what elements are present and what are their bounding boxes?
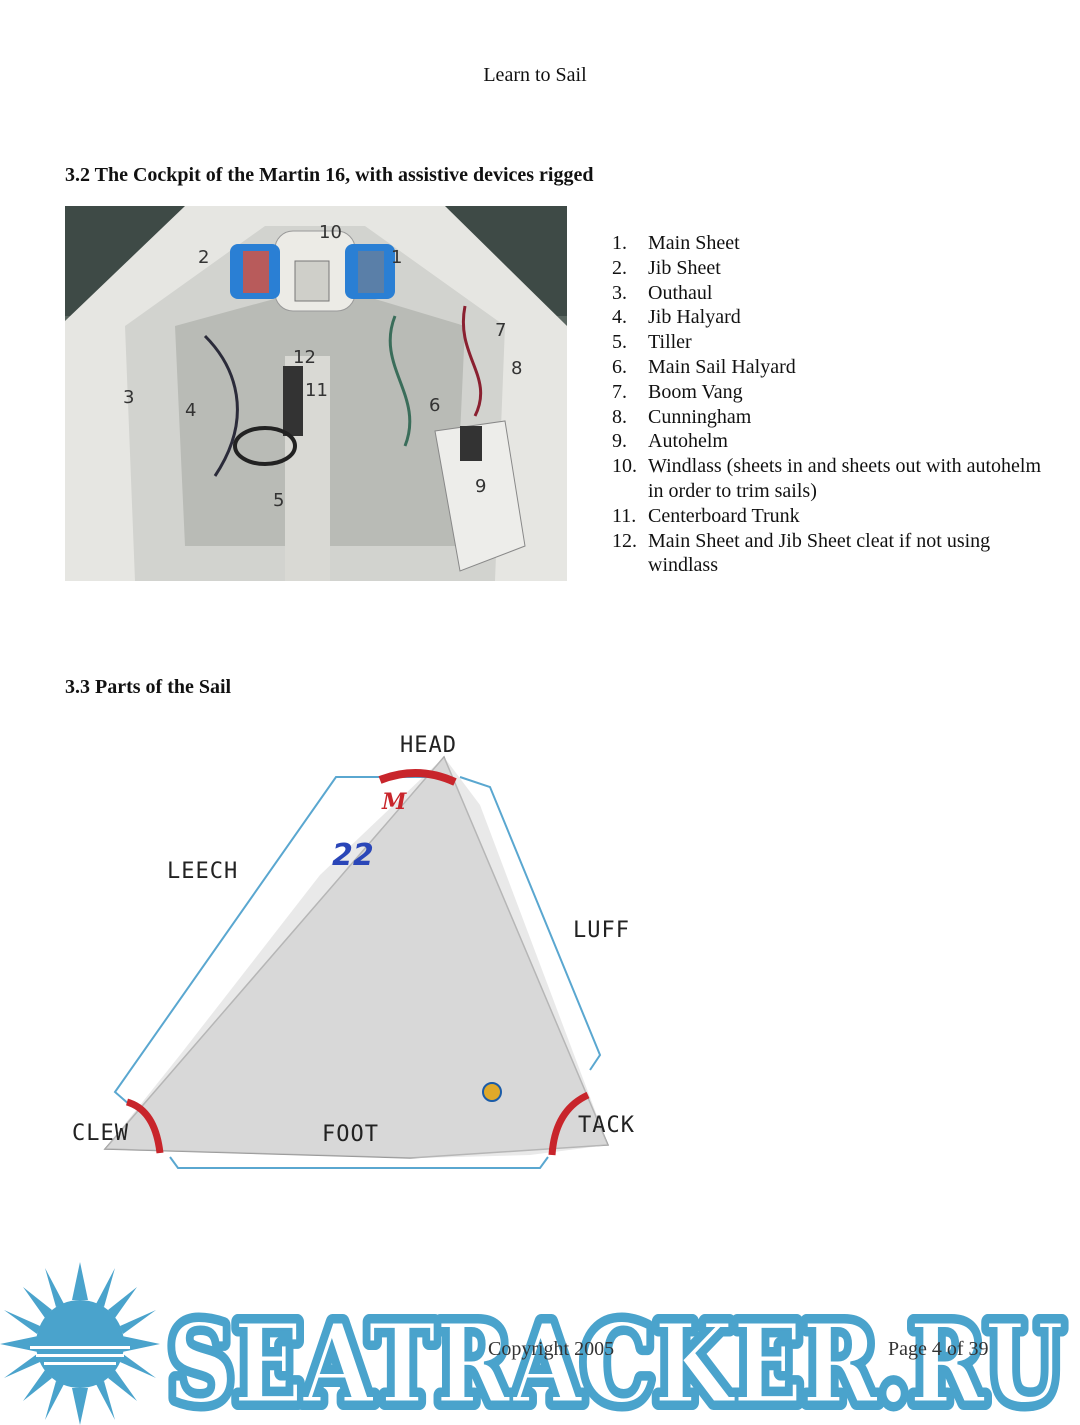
callout-8: 8 <box>511 358 523 379</box>
list-item: 4. Jib Halyard <box>612 306 741 329</box>
cockpit-legend-list <box>612 231 1052 578</box>
foot-guide <box>170 1157 548 1168</box>
list-item: 10. Windlass (sheets in and sheets out with autohelm in order to trim sails) <box>612 455 1042 502</box>
section-heading-sail: 3.3 Parts of the Sail <box>65 676 232 698</box>
list-item: 12. Main Sheet and Jib Sheet cleat if not using windlass <box>612 529 991 577</box>
label-tack: TACK <box>578 1113 635 1138</box>
page-header-title: Learn to Sail <box>483 64 587 86</box>
sail-diagram <box>60 725 660 1185</box>
list-item: 8. Cunningham <box>612 405 752 428</box>
list-item: 7. Boom Vang <box>612 380 743 403</box>
list-item: 9. Autohelm <box>612 430 728 453</box>
list-item: 11. Centerboard Trunk <box>612 504 800 527</box>
watermark-text-outline: SEATRACKER.RU <box>168 1299 1064 1425</box>
callout-12: 12 <box>293 347 316 368</box>
sail-logo: M <box>382 789 407 815</box>
callout-5: 5 <box>273 490 285 511</box>
callout-11: 11 <box>305 380 328 401</box>
list-item: 3. Outhaul <box>612 281 713 304</box>
list-item: 5. Tiller <box>612 331 692 354</box>
callout-3: 3 <box>123 387 135 408</box>
sail-number: 22 <box>332 838 374 873</box>
callout-7: 7 <box>495 320 507 341</box>
label-head: HEAD <box>400 733 457 758</box>
footer-copyright: Copyright 2005 <box>488 1338 615 1360</box>
callout-10: 10 <box>319 222 342 243</box>
list-item: 2. Jib Sheet <box>612 256 721 279</box>
section-heading-cockpit: 3.2 The Cockpit of the Martin 16, with assistive devices rigged <box>65 164 594 186</box>
callout-1: 1 <box>391 247 403 268</box>
cockpit-photo <box>65 206 567 581</box>
callout-9: 9 <box>475 476 487 497</box>
class-emblem-icon <box>483 1083 501 1101</box>
watermark-text: SEATRACKER.RU <box>168 1299 1064 1425</box>
list-item: 1. Main Sheet <box>612 232 740 254</box>
list-item: 6. Main Sail Halyard <box>612 355 796 378</box>
label-clew: CLEW <box>72 1121 129 1146</box>
label-foot: FOOT <box>322 1122 379 1147</box>
callout-4: 4 <box>185 400 197 421</box>
callout-2: 2 <box>198 247 210 268</box>
label-leech: LEECH <box>167 859 239 884</box>
sun-icon <box>0 1262 160 1425</box>
footer-page-number: Page 4 of 39 <box>888 1338 989 1360</box>
label-luff: LUFF <box>573 918 630 943</box>
callout-6: 6 <box>429 395 441 416</box>
